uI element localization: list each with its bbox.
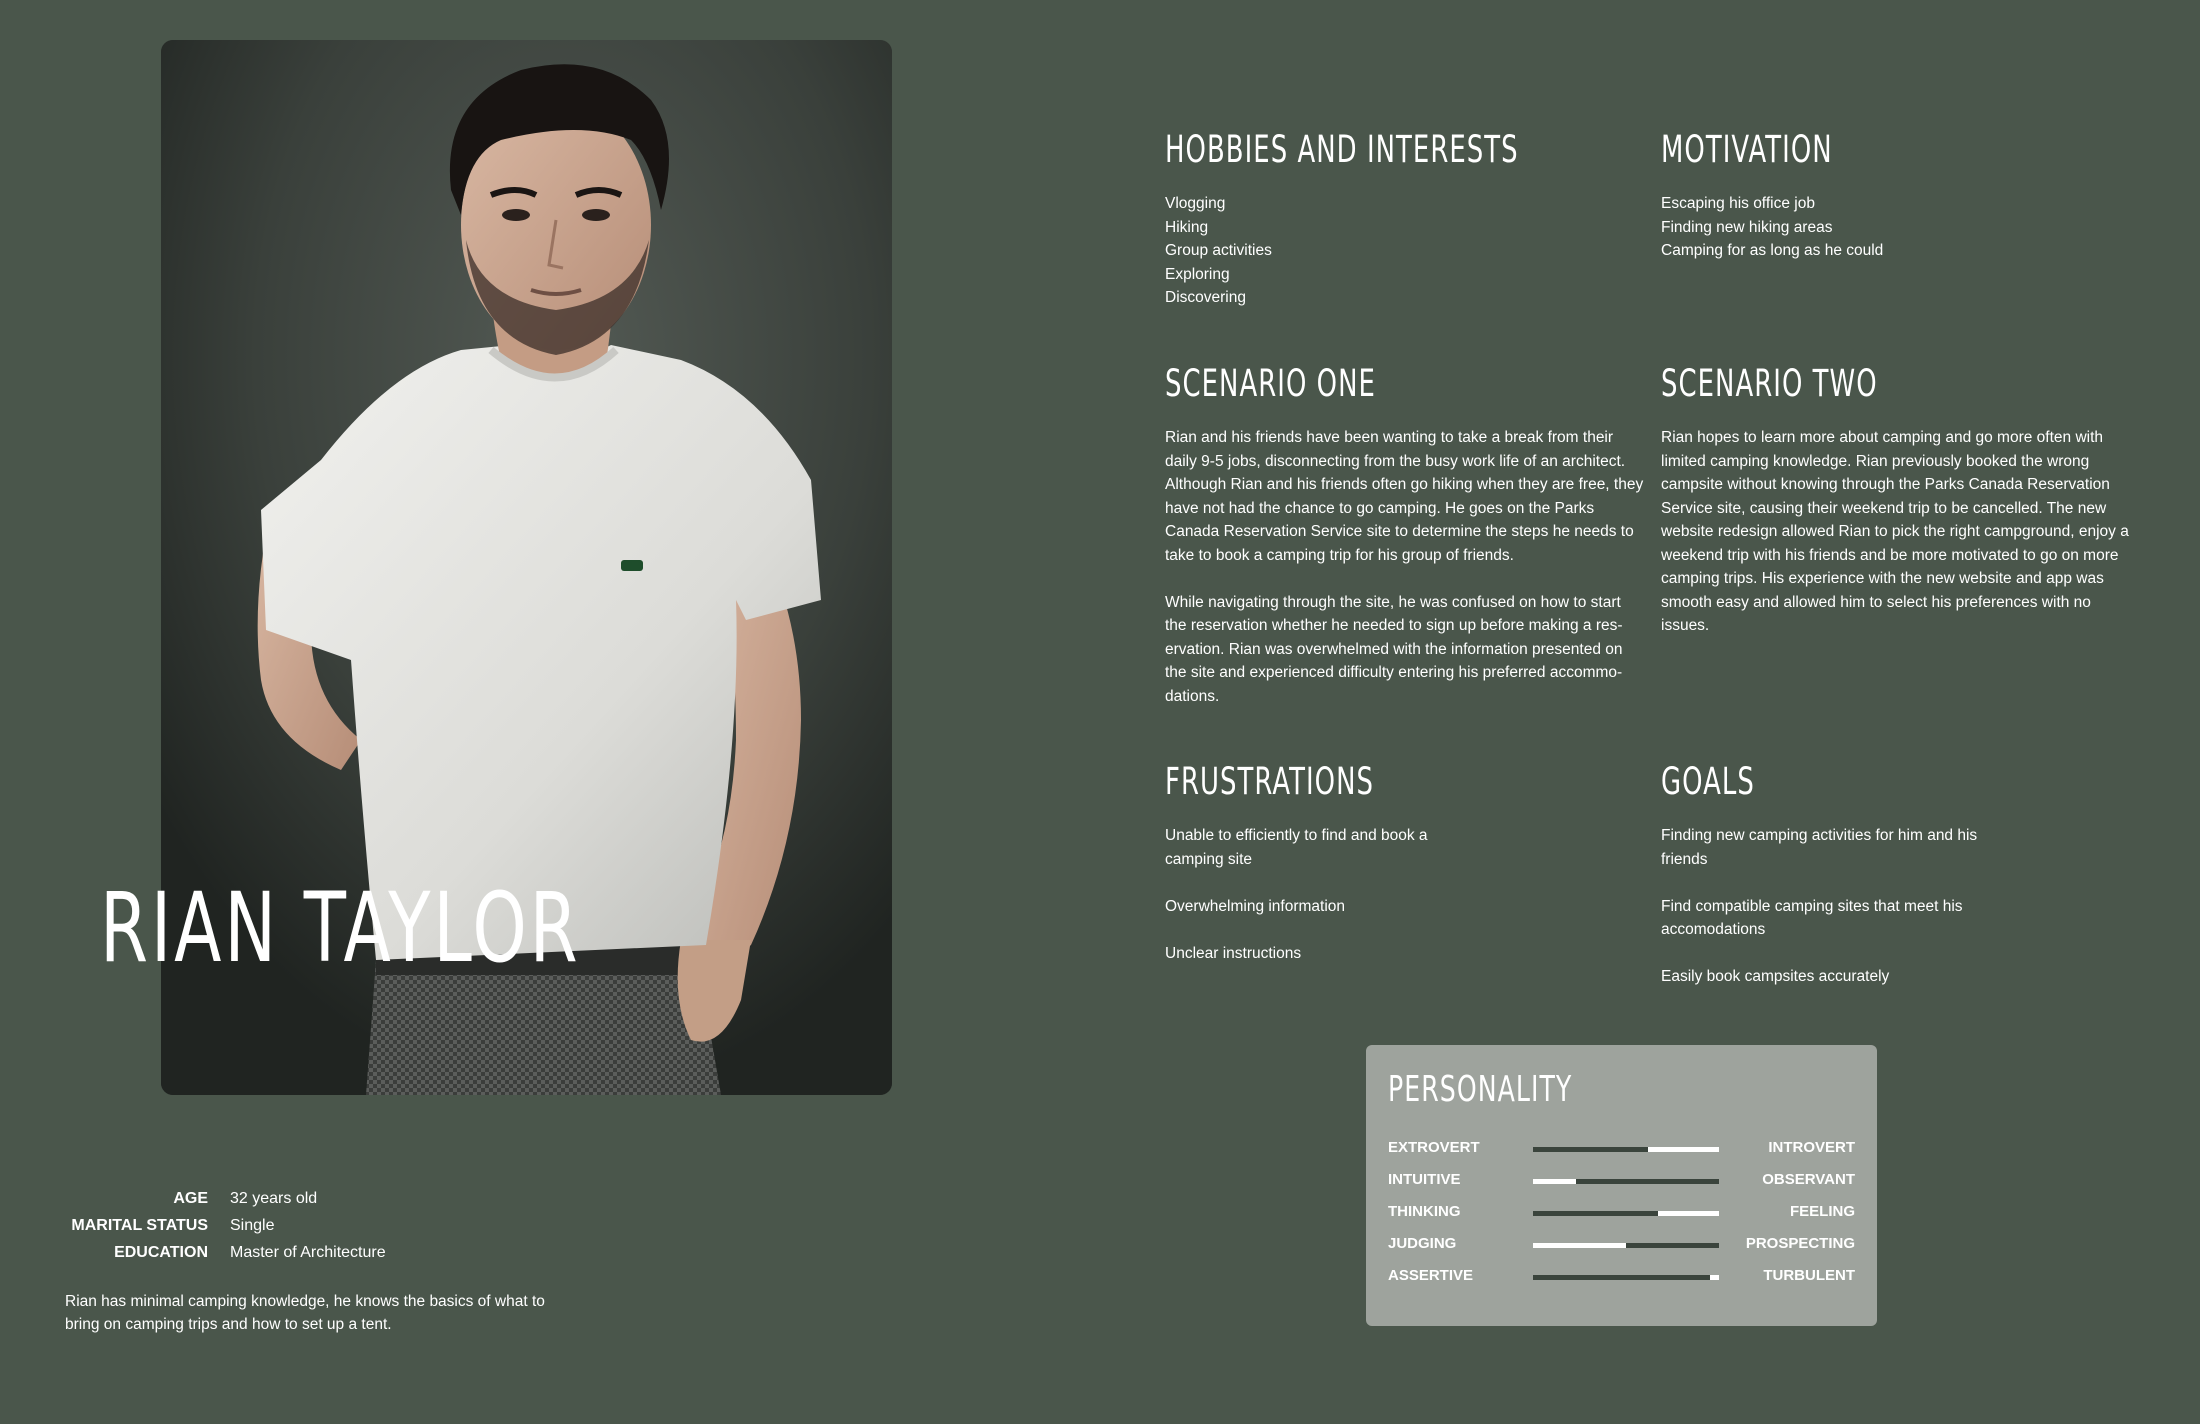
goals-section bbox=[1661, 762, 1991, 989]
trait-intuitive-observant bbox=[1388, 1169, 1855, 1193]
list-item: Camping for as long as he could bbox=[1661, 242, 1884, 259]
trait-assertive-turbulent bbox=[1388, 1265, 1855, 1289]
list-item: Vlogging bbox=[1165, 195, 1226, 212]
trait-right-label: TURBULENT bbox=[1763, 1267, 1855, 1284]
trait-track bbox=[1533, 1179, 1719, 1184]
scenario-paragraph: Rian hopes to learn more about camping and go more often with limited camping knowledge. Rian previously booked the wrong campsite without knowing through the Parks Canada Reservation Service site, causing their weekend trip to be cancelled. The new website redesign allowed Rian to pick the right campground, enjoy a weekend trip with his friends and be more motivated to go on more camping trips. His experience with the new website and app was smooth easy and allowed him to select his preferences with no issues. bbox=[1661, 429, 2129, 634]
list-item: Exploring bbox=[1165, 265, 1230, 283]
trait-right-label: INTROVERT bbox=[1768, 1139, 1855, 1156]
trait-fill bbox=[1658, 1211, 1719, 1216]
scenario-one-section bbox=[1165, 364, 1645, 708]
section-title: GOALS bbox=[1661, 760, 1755, 803]
list-item: Easily book campsites accurately bbox=[1661, 968, 1890, 985]
scenario-two-section bbox=[1661, 364, 2141, 638]
section-title: FRUSTRATIONS bbox=[1165, 760, 1375, 803]
trait-track bbox=[1533, 1243, 1719, 1248]
list-item: Unclear instructions bbox=[1165, 944, 1302, 962]
trait-left-label: EXTROVERT bbox=[1388, 1139, 1480, 1156]
list-item: Escaping his office job bbox=[1661, 195, 1815, 212]
trait-fill bbox=[1648, 1147, 1719, 1152]
persona-name: RIAN TAYLOR bbox=[100, 872, 581, 984]
list-item: Discovering bbox=[1165, 289, 1246, 306]
frustrations-list bbox=[1165, 824, 1475, 965]
demo-label: MARITAL STATUS bbox=[71, 1216, 208, 1234]
list-item: Find compatible camping sites that meet his accomodations bbox=[1661, 897, 1963, 938]
list-item: Group activities bbox=[1165, 242, 1272, 259]
demo-value: Single bbox=[230, 1216, 275, 1234]
trait-left-label: JUDGING bbox=[1388, 1235, 1457, 1252]
demo-row-education bbox=[60, 1239, 480, 1266]
demo-label: EDUCATION bbox=[114, 1243, 208, 1261]
persona-description: Rian has minimal camping knowledge, he knows the basics of what to bring on camping trips and how to set up a tent. bbox=[65, 1293, 545, 1333]
section-title: SCENARIO TWO bbox=[1661, 362, 1878, 405]
demo-value: 32 years old bbox=[230, 1189, 318, 1207]
personality-title: PERSONALITY bbox=[1388, 1069, 1573, 1110]
trait-track bbox=[1533, 1211, 1719, 1216]
trait-left-label: INTUITIVE bbox=[1388, 1171, 1461, 1188]
trait-right-label: OBSERVANT bbox=[1762, 1171, 1855, 1188]
trait-judging-prospecting bbox=[1388, 1233, 1855, 1257]
demo-label: AGE bbox=[173, 1189, 208, 1207]
trait-fill bbox=[1533, 1243, 1626, 1248]
trait-track bbox=[1533, 1275, 1719, 1280]
trait-left-label: THINKING bbox=[1388, 1203, 1461, 1220]
section-title: HOBBIES AND INTERESTS bbox=[1165, 128, 1519, 171]
demo-row-marital-status bbox=[60, 1212, 480, 1239]
scenario-paragraph: While navigating through the site, he was confused on how to start the reservation whether he needed to sign up before making a res-ervation. Rian was overwhelmed with the information presented on the site and experienced difficulty entering his preferred accommo-dations. bbox=[1165, 593, 1623, 705]
frustrations-section bbox=[1165, 762, 1475, 965]
scenario-paragraph: Rian and his friends have been wanting to take a break from their daily 9-5 jobs, disconnecting from the busy work life of an architect. Although Rian and his friends often go hiking when they are free, they have not had the chance to go camping. He goes on the Parks Canada Reservation Service site to determine the steps he needs to take to book a camping trip for his group of friends. bbox=[1165, 429, 1644, 564]
trait-fill bbox=[1710, 1275, 1719, 1280]
goals-list bbox=[1661, 824, 1991, 989]
hobbies-section bbox=[1165, 130, 1645, 310]
motivation-section bbox=[1661, 130, 2141, 263]
trait-left-label: ASSERTIVE bbox=[1388, 1267, 1474, 1284]
trait-extrovert-introvert bbox=[1388, 1137, 1855, 1161]
section-title: SCENARIO ONE bbox=[1165, 362, 1376, 405]
trait-fill bbox=[1533, 1179, 1576, 1184]
list-item: Hiking bbox=[1165, 218, 1209, 236]
trait-right-label: FEELING bbox=[1789, 1203, 1855, 1220]
trait-thinking-feeling bbox=[1388, 1201, 1855, 1225]
demographics bbox=[60, 1185, 480, 1266]
trait-right-label: PROSPECTING bbox=[1745, 1235, 1855, 1252]
list-item: Finding new hiking areas bbox=[1661, 218, 1833, 236]
motivation-list bbox=[1661, 192, 2141, 263]
demo-value: Master of Architecture bbox=[230, 1243, 386, 1261]
list-item: Overwhelming information bbox=[1165, 897, 1346, 915]
personality-card bbox=[1366, 1045, 1877, 1326]
trait-track bbox=[1533, 1147, 1719, 1152]
demo-row-age bbox=[60, 1185, 480, 1212]
list-item: Finding new camping activities for him and his friends bbox=[1661, 827, 1978, 868]
hobbies-list bbox=[1165, 192, 1645, 310]
section-title: MOTIVATION bbox=[1661, 128, 1833, 171]
list-item: Unable to efficiently to find and book a camping site bbox=[1165, 827, 1428, 868]
